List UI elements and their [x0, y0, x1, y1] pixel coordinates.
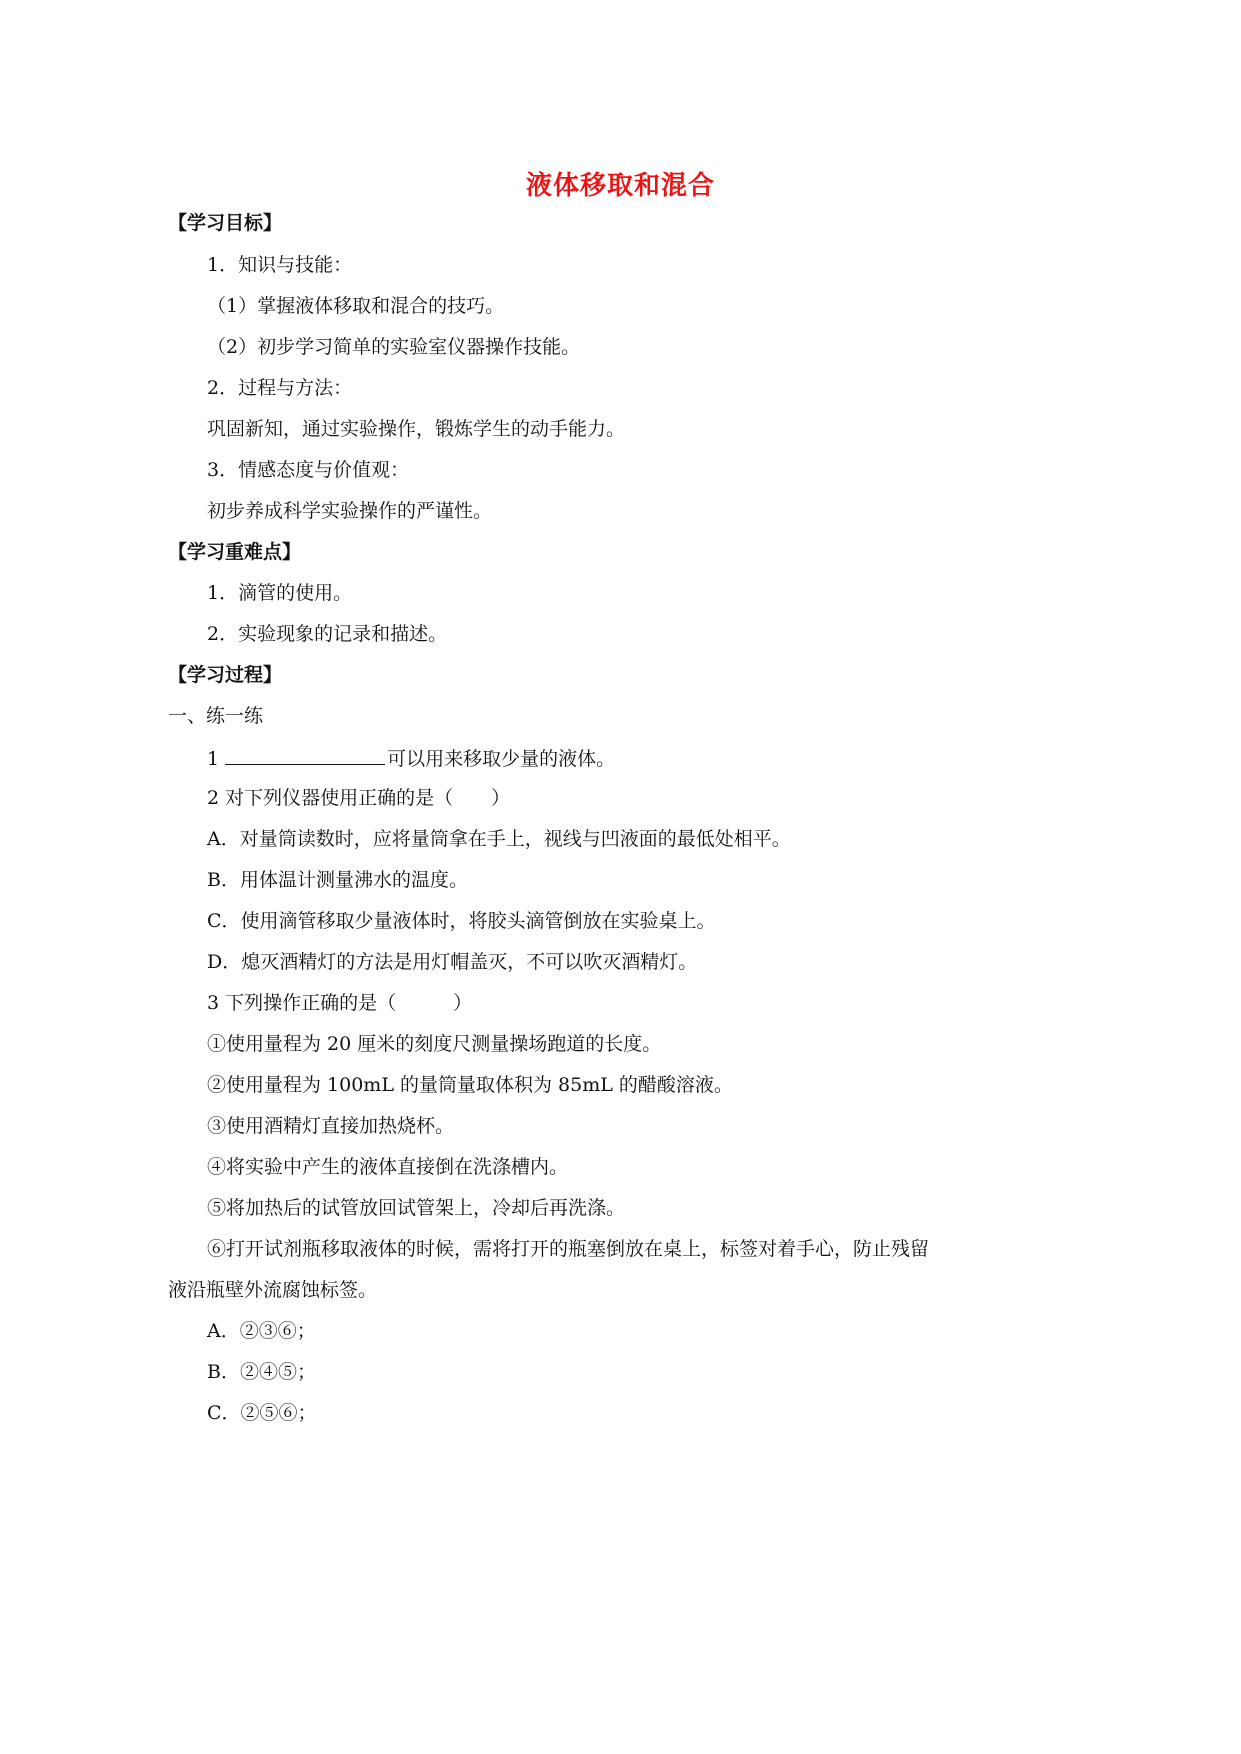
question-1-number: 1: [207, 748, 220, 770]
page-title: 液体移取和混合: [525, 171, 715, 201]
question-2: 2 对下列仪器使用正确的是（ ）: [207, 787, 511, 809]
question-3: 3 下列操作正确的是（ ）: [207, 992, 473, 1014]
keypoints-heading: 【学习重难点】: [168, 541, 302, 563]
statement-6-line-1: ⑥打开试剂瓶移取液体的时候，需将打开的瓶塞倒放在桌上，标签对着手心，防止残留: [207, 1238, 930, 1260]
fill-in-blank[interactable]: [225, 744, 385, 765]
objective-2: 2．过程与方法：: [207, 377, 353, 399]
question-3-option-c: C．②⑤⑥；: [207, 1402, 317, 1424]
objective-1a: （1）掌握液体移取和混合的技巧。: [207, 295, 505, 317]
objective-1b: （2）初步学习简单的实验室仪器操作技能。: [207, 336, 581, 358]
statement-1: ①使用量程为 20 厘米的刻度尺测量操场跑道的长度。: [207, 1033, 662, 1055]
statement-2: ②使用量程为 100mL 的量筒量取体积为 85mL 的醋酸溶液。: [207, 1074, 733, 1096]
question-2-option-a: A．对量筒读数时，应将量筒拿在手上，视线与凹液面的最低处相平。: [207, 828, 791, 850]
question-1-text: 可以用来移取少量的液体。: [387, 748, 616, 770]
question-3-option-a: A．②③⑥；: [207, 1320, 316, 1342]
objective-3a: 初步养成科学实验操作的严谨性。: [207, 500, 493, 522]
keypoint-1: 1．滴管的使用。: [207, 582, 353, 604]
objectives-heading: 【学习目标】: [168, 212, 283, 234]
process-heading: 【学习过程】: [168, 664, 283, 686]
statement-3: ③使用酒精灯直接加热烧杯。: [207, 1115, 455, 1137]
question-2-option-d: D．熄灭酒精灯的方法是用灯帽盖灭，不可以吹灭酒精灯。: [207, 951, 698, 973]
statement-5: ⑤将加热后的试管放回试管架上，冷却后再洗涤。: [207, 1197, 626, 1219]
keypoint-2: 2．实验现象的记录和描述。: [207, 623, 448, 645]
objective-1: 1．知识与技能：: [207, 254, 353, 276]
statement-6-line-2: 液沿瓶壁外流腐蚀标签。: [168, 1279, 378, 1301]
statement-4: ④将实验中产生的液体直接倒在洗涤槽内。: [207, 1156, 569, 1178]
question-1: [207, 744, 615, 772]
practice-heading: 一、练一练: [168, 705, 264, 727]
question-2-option-b: B．用体温计测量沸水的温度。: [207, 869, 468, 891]
objective-2a: 巩固新知，通过实验操作，锻炼学生的动手能力。: [207, 418, 626, 440]
objective-3: 3．情感态度与价值观：: [207, 459, 410, 481]
question-3-option-b: B．②④⑤；: [207, 1361, 316, 1383]
question-2-option-c: C．使用滴管移取少量液体时，将胶头滴管倒放在实验桌上。: [207, 910, 716, 932]
